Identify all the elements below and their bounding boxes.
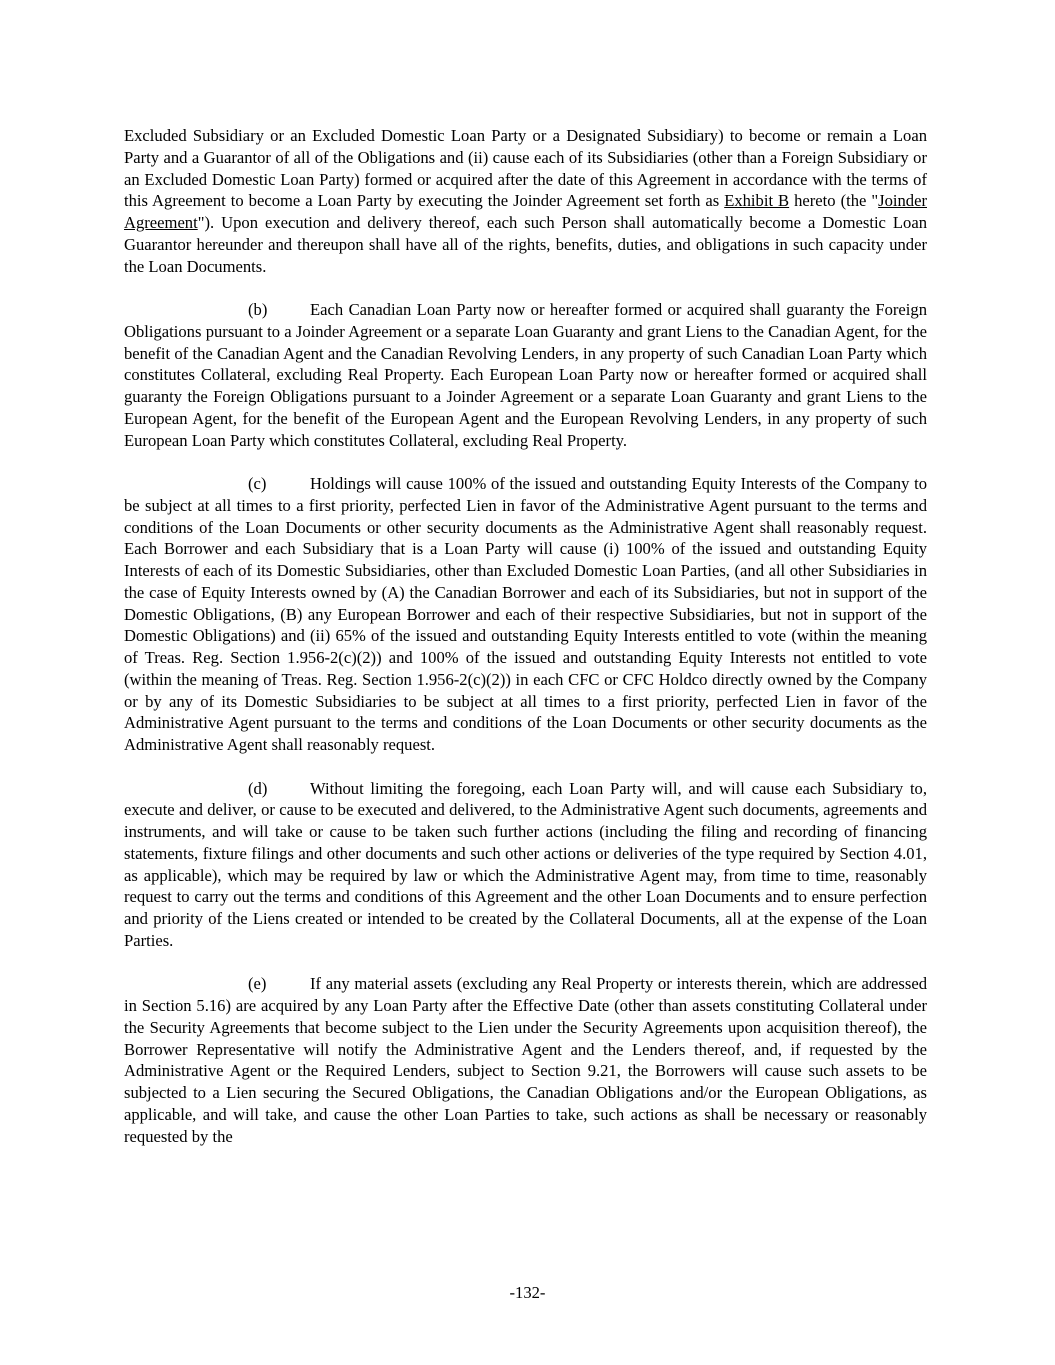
paragraph-d <box>124 778 927 952</box>
paragraph-e <box>124 973 927 1147</box>
paragraph-label: (b) <box>248 300 268 319</box>
paragraph-text: Each Canadian Loan Party now or hereafter formed or acquired shall guaranty the Foreign Obligations pursuant to a Joinder Agreement or a separate Loan Guaranty and grant Liens to the Canadian Agent, for the benefit of the Canadian Agent and the Canadian Revolving Lenders, in any property of such Canadian Loan Party which constitutes Collateral, excluding Real Property. Each European Loan Party now or hereafter formed or acquired shall guaranty the Foreign Obligations pursuant to a Joinder Agreement or a separate Loan Guaranty and grant Liens to the European Agent, for the benefit of the European Agent and the European Revolving Lenders, in any property of such European Loan Party which constitutes Collateral, excluding Real Property. <box>124 300 927 450</box>
paragraph-text: Without limiting the foregoing, each Loan Party will, and will cause each Subsidiary to, execute and deliver, or cause to be executed and delivered, to the Administrative Agent such documents, agreements and instruments, and will take or cause to be taken such further actions (including the filing and recording of financing statements, fixture filings and other documents and such other actions or deliveries of the type required by Section 4.01, as applicable), which may be required by law or which the Administrative Agent may, from time to time, reasonably request to carry out the terms and conditions of this Agreement and the other Loan Documents and to ensure perfection and priority of the Liens created or intended to be created by the Collateral Documents, all at the expense of the Loan Parties. <box>124 778 927 950</box>
exhibit-b-reference: Exhibit B <box>724 191 790 211</box>
paragraph-text: If any material assets (excluding any Real Property or interests therein, which are addressed in Section 5.16) are acquired by any Loan Party after the Effective Date (other than assets constituting Collateral under the Security Agreements that become subject to the Lien under the Security Agreements upon acquisition thereof), the Borrower Representative will notify the Administrative Agent and the Lenders thereof, and, if requested by the Administrative Agent or the Required Lenders, subject to Section 9.21, the Borrowers will cause such assets to be subjected to a Lien securing the Secured Obligations, the Canadian Obligations and/or the European Obligations, as applicable, and will take, and cause the other Loan Parties to take, such actions as shall be necessary or reasonably requested by the <box>124 974 927 1146</box>
paragraph-text: Holdings will cause 100% of the issued and outstanding Equity Interests of the Company to be subject at all times to a first priority, perfected Lien in favor of the Administrative Agent pursuant to the terms and conditions of the Loan Documents or other security documents as the Administrative Agent shall reasonably request. Each Borrower and each Subsidiary that is a Loan Party will cause (i) 100% of the issued and outstanding Equity Interests of each of its Domestic Subsidiaries, other than Excluded Domestic Loan Parties, (and all other Subsidiaries in the case of Equity Interests owned by (A) the Canadian Borrower and each of its Subsidiaries, but not in support of the Domestic Obligations, (B) any European Borrower and each of their respective Subsidiaries, but not in support of the Domestic Obligations) and (ii) 65% of the issued and outstanding Equity Interests entitled to vote (within the meaning of Treas. Reg. Section 1.956-2(c)(2)) and 100% of the issued and outstanding Equity Interests not entitled to vote (within the meaning of Treas. Reg. Section 1.956-2(c)(2)) in each CFC or CFC Holdco directly owned by the Company or by any of its Domestic Subsidiaries to be subject at all times to a first priority, perfected Lien in favor of the Administrative Agent pursuant to the terms and conditions of the Loan Documents or other security documents as the Administrative Agent shall reasonably request. <box>124 474 927 754</box>
page-number: -132- <box>509 1283 546 1302</box>
document-body <box>124 125 927 1169</box>
paragraph-text: hereto (the " <box>789 191 879 211</box>
paragraph-text: Excluded Subsidiary or an Excluded Domestic Loan Party or a Designated Subsidiary) to become or remain a Loan Party and a Guarantor of all of the Obligations and (ii) cause each of its Subsidiaries (other than a Foreign Subsidiary or an Excluded Domestic Loan Party) formed or acquired after the date of this Agreement in accordance with the terms of this Agreement to become a Loan Party by executing the Joinder Agreement set forth as <box>124 126 927 211</box>
paragraph-text: "). Upon execution and delivery thereof, each such Person shall automatically become a Domestic Loan Guarantor hereunder and thereupon shall have all of the rights, benefits, duties, and obligations in such capacity under the Loan Documents. <box>124 213 927 276</box>
paragraph-label: (d) <box>248 778 268 798</box>
paragraph-label: (e) <box>248 974 267 994</box>
joinder-agreement-term: Joinder Agreement <box>124 191 927 232</box>
paragraph-a-continued <box>124 125 927 277</box>
paragraph-c <box>124 473 927 756</box>
paragraph-b <box>124 299 927 451</box>
paragraph-label: (c) <box>248 474 267 493</box>
